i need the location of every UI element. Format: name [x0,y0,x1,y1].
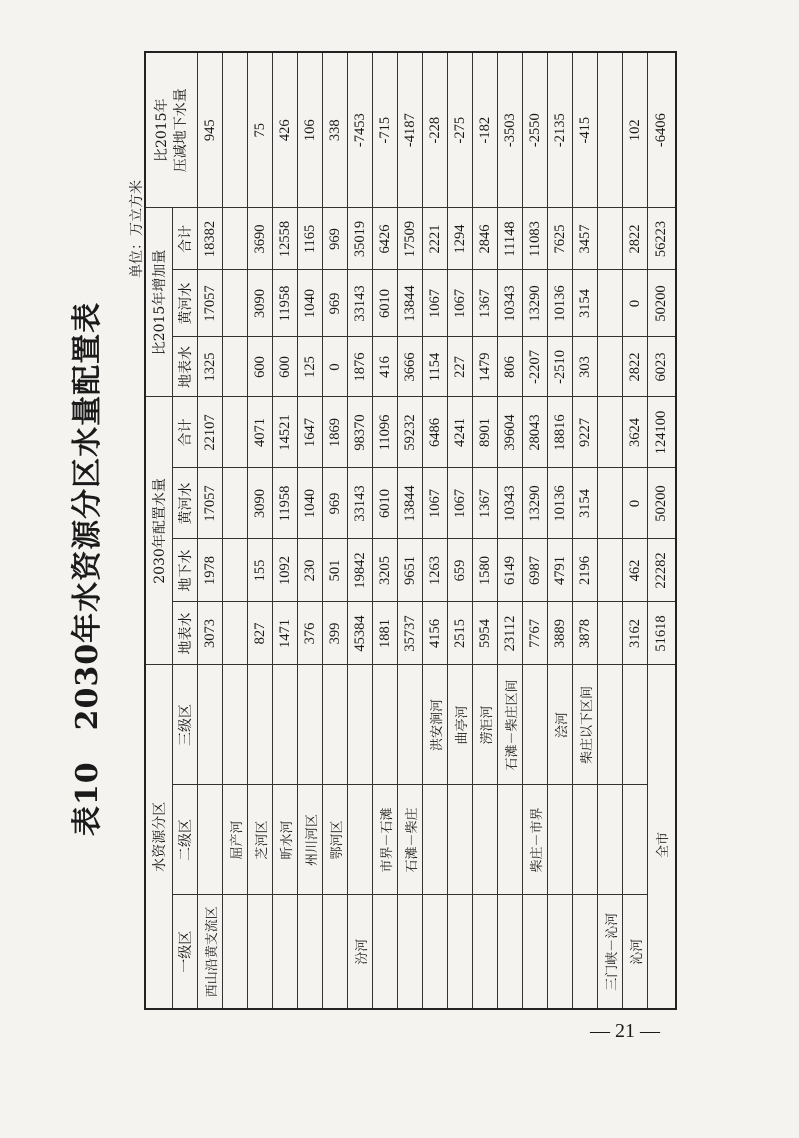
value-cell [598,208,623,270]
region-l2-cell: 柴庄－市界 [523,785,548,895]
value-cell: 4791 [548,539,573,602]
value-cell: 10136 [548,468,573,539]
region-l1-cell [448,895,473,1009]
value-cell: 3073 [198,602,223,665]
value-cell: 827 [248,602,273,665]
value-cell: 227 [448,337,473,397]
table-row [623,52,648,1009]
value-cell: 3690 [248,208,273,270]
region-l3-cell [623,665,648,785]
value-cell: 462 [623,539,648,602]
value-cell: 17057 [198,270,223,337]
value-cell: 1092 [273,539,298,602]
value-cell: 969 [323,270,348,337]
value-cell: 8901 [473,397,498,468]
value-cell: 6987 [523,539,548,602]
total-row [648,52,677,1009]
value-cell: 1067 [448,270,473,337]
region-l2-cell: 屈产河 [223,785,248,895]
value-cell: 155 [248,539,273,602]
value-cell: 59232 [398,397,423,468]
value-cell: 13290 [523,270,548,337]
value-cell [223,539,248,602]
table-title: 表10 2030年水资源分区水量配置表 [70,301,105,837]
value-cell [223,397,248,468]
value-cell: 1067 [423,270,448,337]
value-cell: 18816 [548,397,573,468]
value-cell: 11096 [373,397,398,468]
value-cell [223,52,248,208]
value-cell: 1647 [298,397,323,468]
value-cell: -715 [373,52,398,208]
value-cell: 1978 [198,539,223,602]
region-l2-cell [573,785,598,895]
value-cell: 13844 [398,270,423,337]
value-cell: 1479 [473,337,498,397]
total-value-cell: 6023 [648,337,677,397]
value-cell: 3162 [623,602,648,665]
value-cell [223,337,248,397]
region-l3-cell: 洪安涧河 [423,665,448,785]
value-cell: 28043 [523,397,548,468]
value-cell: 23112 [498,602,523,665]
region-l1-cell [573,895,598,1009]
value-cell: 230 [298,539,323,602]
region-l2-cell [448,785,473,895]
region-l2-cell: 市界－石滩 [373,785,398,895]
water-allocation-table [144,51,677,1010]
value-cell: -4187 [398,52,423,208]
value-cell [598,539,623,602]
table-row [523,52,548,1009]
value-cell: 1367 [473,468,498,539]
value-cell [223,270,248,337]
value-cell: -182 [473,52,498,208]
value-cell: 969 [323,468,348,539]
value-cell: 9651 [398,539,423,602]
region-l3-cell [373,665,398,785]
region-l3-cell [273,665,298,785]
value-cell [598,397,623,468]
value-cell: 10343 [498,270,523,337]
value-cell: 2196 [573,539,598,602]
value-cell: -2510 [548,337,573,397]
region-l3-cell [248,665,273,785]
region-l1-cell: 西山沿黄支流区 [198,895,223,1009]
region-l1-cell: 三门峡－沁河 [598,895,623,1009]
value-cell: 13290 [523,468,548,539]
region-l2-cell: 芝河区 [248,785,273,895]
value-cell: 106 [298,52,323,208]
table-row [248,52,273,1009]
value-cell: 426 [273,52,298,208]
value-cell: 6010 [373,270,398,337]
value-cell: 6010 [373,468,398,539]
header-level1: 一级区 [173,895,198,1009]
table-row [473,52,498,1009]
value-cell: 1881 [373,602,398,665]
header-region: 水资源分区 [145,665,173,1009]
value-cell: 22107 [198,397,223,468]
total-value-cell: 124100 [648,397,677,468]
value-cell: 2221 [423,208,448,270]
region-l1-cell [398,895,423,1009]
table-row [548,52,573,1009]
value-cell: 806 [498,337,523,397]
region-l2-cell [423,785,448,895]
value-cell: -275 [448,52,473,208]
value-cell: 13844 [398,468,423,539]
table-row [298,52,323,1009]
region-l3-cell [323,665,348,785]
region-l1-cell [298,895,323,1009]
total-value-cell: 50200 [648,270,677,337]
value-cell: 7767 [523,602,548,665]
table-row [448,52,473,1009]
region-l2-cell [548,785,573,895]
value-cell: 0 [623,468,648,539]
unit-label: 单位：万立方米 [129,180,145,278]
value-cell: 35019 [348,208,373,270]
value-cell: 4071 [248,397,273,468]
value-cell: 33143 [348,468,373,539]
value-cell: 2846 [473,208,498,270]
value-cell: 399 [323,602,348,665]
value-cell: 0 [623,270,648,337]
value-cell: 2822 [623,208,648,270]
value-cell [223,468,248,539]
value-cell: 11958 [273,468,298,539]
table-row [373,52,398,1009]
value-cell: 376 [298,602,323,665]
total-label: 全市 [648,665,677,1009]
value-cell: 1040 [298,270,323,337]
value-cell: 945 [198,52,223,208]
region-l3-cell: 石滩－柴庄区间 [498,665,523,785]
value-cell: 2515 [448,602,473,665]
value-cell: 6149 [498,539,523,602]
header-surface-2030: 地表水 [173,602,198,665]
value-cell: -415 [573,52,598,208]
value-cell: 11148 [498,208,523,270]
region-l1-cell [423,895,448,1009]
table-row [348,52,373,1009]
value-cell: 3878 [573,602,598,665]
value-cell: 39604 [498,397,523,468]
value-cell: 0 [323,337,348,397]
total-value-cell: -6406 [648,52,677,208]
value-cell: -7453 [348,52,373,208]
total-value-cell: 56223 [648,208,677,270]
table-row [273,52,298,1009]
header-total-2030: 合计 [173,397,198,468]
region-l2-cell [473,785,498,895]
value-cell: 3090 [248,468,273,539]
table-row [598,52,623,1009]
table-row [198,52,223,1009]
value-cell: 7625 [548,208,573,270]
value-cell: 9227 [573,397,598,468]
value-cell: 303 [573,337,598,397]
region-l1-cell: 汾河 [348,895,373,1009]
value-cell: 6486 [423,397,448,468]
value-cell: 1067 [423,468,448,539]
total-value-cell: 51618 [648,602,677,665]
value-cell: -2135 [548,52,573,208]
value-cell: 12558 [273,208,298,270]
region-l3-cell: 浍河 [548,665,573,785]
header-yellow-increase: 黄河水 [173,270,198,337]
region-l1-cell [323,895,348,1009]
value-cell: 10343 [498,468,523,539]
region-l1-cell [523,895,548,1009]
header-reduce-line2: 压减地下水量 [172,88,189,173]
value-cell: 14521 [273,397,298,468]
value-cell: 102 [623,52,648,208]
value-cell: 3090 [248,270,273,337]
value-cell: 33143 [348,270,373,337]
header-level3: 三级区 [173,665,198,785]
value-cell: 1869 [323,397,348,468]
value-cell: 1165 [298,208,323,270]
table-row [498,52,523,1009]
region-l1-cell [248,895,273,1009]
value-cell: 600 [248,337,273,397]
region-l1-cell [373,895,398,1009]
header-reduce-line1: 比2015年 [153,98,170,163]
value-cell [223,602,248,665]
value-cell: 416 [373,337,398,397]
value-cell: 4156 [423,602,448,665]
header-total-increase: 合计 [173,208,198,270]
value-cell: 17509 [398,208,423,270]
value-cell [598,468,623,539]
page-number: — 21 — [590,1020,660,1042]
region-l2-cell [598,785,623,895]
region-l3-cell [523,665,548,785]
value-cell: -3503 [498,52,523,208]
region-l2-cell [498,785,523,895]
value-cell: 3154 [573,270,598,337]
value-cell: 125 [298,337,323,397]
value-cell [598,52,623,208]
value-cell: 6426 [373,208,398,270]
value-cell: 10136 [548,270,573,337]
region-l1-cell [473,895,498,1009]
value-cell: 1154 [423,337,448,397]
region-l3-cell [348,665,373,785]
value-cell: 3624 [623,397,648,468]
region-l3-cell: 柴庄以下区间 [573,665,598,785]
header-increase: 比2015年增加量 [145,208,173,397]
value-cell: 4241 [448,397,473,468]
table-row [223,52,248,1009]
value-cell [598,337,623,397]
region-l1-cell [273,895,298,1009]
value-cell: 11083 [523,208,548,270]
region-l1-cell [498,895,523,1009]
region-l2-cell: 鄂河区 [323,785,348,895]
region-l1-cell: 沁河 [623,895,648,1009]
value-cell [598,602,623,665]
value-cell: 1325 [198,337,223,397]
region-l1-cell [548,895,573,1009]
region-l3-cell [398,665,423,785]
header-level2: 二级区 [173,785,198,895]
value-cell: 501 [323,539,348,602]
table-row [423,52,448,1009]
value-cell: 5954 [473,602,498,665]
value-cell: 969 [323,208,348,270]
region-l2-cell [348,785,373,895]
region-l3-cell [298,665,323,785]
value-cell: 35737 [398,602,423,665]
value-cell: 1067 [448,468,473,539]
value-cell: 2822 [623,337,648,397]
total-value-cell: 22282 [648,539,677,602]
value-cell: 19842 [348,539,373,602]
region-l3-cell: 涝洰河 [473,665,498,785]
region-l3-cell [598,665,623,785]
value-cell: 1367 [473,270,498,337]
value-cell: 1876 [348,337,373,397]
value-cell: 338 [323,52,348,208]
value-cell: 600 [273,337,298,397]
region-l2-cell: 石滩－柴庄 [398,785,423,895]
region-l2-cell: 州川河区 [298,785,323,895]
table-row [398,52,423,1009]
value-cell: 3457 [573,208,598,270]
value-cell: 45384 [348,602,373,665]
value-cell: 18382 [198,208,223,270]
value-cell: 1040 [298,468,323,539]
region-l3-cell: 曲亭河 [448,665,473,785]
region-l1-cell [223,895,248,1009]
value-cell: -2550 [523,52,548,208]
region-l3-cell [198,665,223,785]
value-cell [223,208,248,270]
value-cell: 75 [248,52,273,208]
value-cell [598,270,623,337]
header-ground-2030: 地下水 [173,539,198,602]
value-cell: 1263 [423,539,448,602]
value-cell: 11958 [273,270,298,337]
total-value-cell: 50200 [648,468,677,539]
region-l2-cell: 昕水河 [273,785,298,895]
table-row [323,52,348,1009]
table-body [198,52,677,1009]
value-cell: 1471 [273,602,298,665]
value-cell: 3666 [398,337,423,397]
header-reduce [145,52,198,208]
value-cell: -2207 [523,337,548,397]
header-yellow-2030: 黄河水 [173,468,198,539]
header-2030: 2030年配置水量 [145,397,173,665]
region-l3-cell [223,665,248,785]
value-cell: 1294 [448,208,473,270]
region-l2-cell [198,785,223,895]
value-cell: 659 [448,539,473,602]
table-row [573,52,598,1009]
value-cell: 98370 [348,397,373,468]
value-cell: 3205 [373,539,398,602]
header-surface-increase: 地表水 [173,337,198,397]
value-cell: 3154 [573,468,598,539]
region-l2-cell [623,785,648,895]
value-cell: 3889 [548,602,573,665]
value-cell: 17057 [198,468,223,539]
value-cell: -228 [423,52,448,208]
value-cell: 1580 [473,539,498,602]
